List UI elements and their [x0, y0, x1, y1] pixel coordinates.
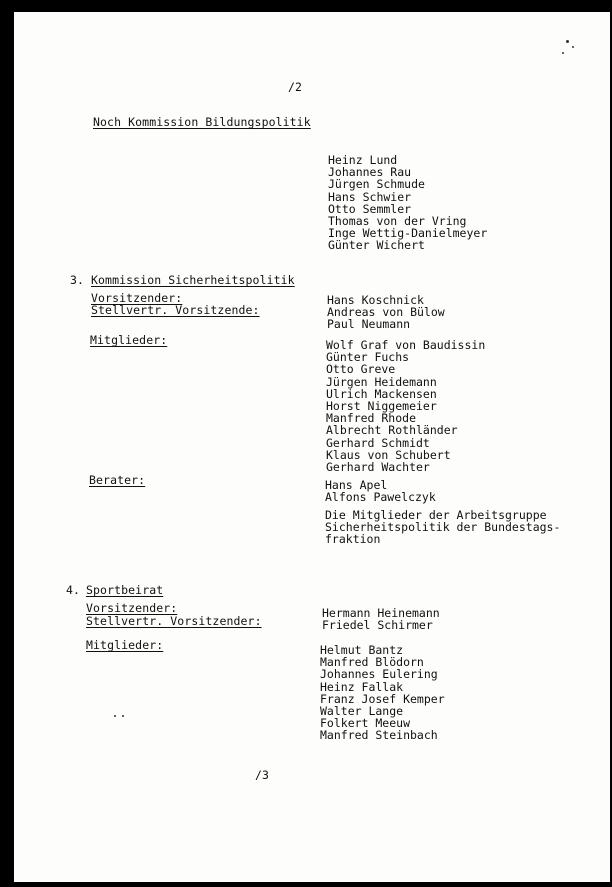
list-item: Gerhard Schmidt: [326, 435, 430, 450]
list-item: Andreas von Bülow: [327, 305, 445, 320]
list-item: Helmut Bantz: [320, 643, 404, 657]
section3-title: Kommission Sicherheitspolitik: [91, 273, 295, 287]
list-item: Heinz Fallak: [320, 679, 404, 694]
list-item: Hans Schwier: [328, 189, 412, 204]
section3-chairs-list: [327, 294, 445, 331]
page-marker-bottom: /3: [255, 768, 270, 782]
list-item: Walter Lange: [320, 704, 404, 719]
list-item: Otto Semmler: [328, 201, 412, 216]
scan-speck: [122, 715, 124, 717]
list-item: Manfred Rhode: [326, 411, 417, 426]
list-item: Jürgen Schmude: [328, 177, 425, 192]
section3-vice-label: Stellvertr. Vorsitzende:: [91, 303, 260, 317]
list-item: Horst Niggemeier: [326, 399, 437, 414]
list-item: Manfred Steinbach: [320, 728, 438, 743]
section4-members-list: [320, 644, 445, 742]
list-item: Jürgen Heidemann: [326, 374, 437, 389]
section3-members-label: Mitglieder:: [90, 333, 168, 347]
section4-vice-label: Stellvertr. Vorsitzender:: [86, 614, 262, 628]
list-item: Gerhard Wachter: [326, 460, 430, 475]
scan-speck: [566, 40, 569, 43]
page-marker-top: /2: [288, 80, 303, 94]
section4-number: 4.: [66, 583, 81, 597]
list-item: Otto Greve: [326, 362, 396, 377]
section3-number: 3.: [70, 273, 85, 287]
list-item: Johannes Rau: [328, 165, 412, 180]
scan-speck: [114, 715, 116, 717]
list-item: Paul Neumann: [327, 317, 411, 332]
list-item: Günter Wichert: [328, 238, 425, 253]
list-item: Heinz Lund: [328, 153, 398, 167]
note-line: fraktion: [325, 532, 381, 547]
list-item: Inge Wettig-Danielmeyer: [328, 226, 488, 241]
list-item: Klaus von Schubert: [326, 447, 451, 462]
list-item: Franz Josef Kemper: [320, 691, 445, 706]
section4-chairs-list: [322, 607, 440, 631]
scan-speck: [572, 46, 574, 48]
list-item: Friedel Schirmer: [322, 618, 433, 633]
scan-speck: [562, 52, 564, 54]
note-line: Sicherheitspolitik der Bundestags-: [325, 520, 561, 535]
list-item: Thomas von der Vring: [328, 214, 467, 229]
continuation-title: Noch Kommission Bildungspolitik: [93, 115, 311, 129]
section4-title: Sportbeirat: [86, 583, 164, 597]
section4-members-label: Mitglieder:: [86, 638, 164, 652]
list-item: Wolf Graf von Baudissin: [326, 338, 486, 352]
list-item: Hermann Heinemann: [322, 606, 440, 620]
section3-advisors-list: [325, 479, 436, 503]
list-item: Günter Fuchs: [326, 350, 410, 365]
list-item: Hans Apel: [325, 478, 388, 492]
list-item: Johannes Eulering: [320, 667, 438, 682]
note-line: Die Mitglieder der Arbeitsgruppe: [325, 508, 547, 522]
section3-chair-label: Vorsitzender:: [91, 291, 183, 305]
list-item: Ulrich Mackensen: [326, 386, 437, 401]
continuation-members-list: [328, 154, 487, 252]
list-item: Alfons Pawelczyk: [325, 490, 436, 505]
list-item: Albrecht Rothländer: [326, 423, 458, 438]
document-page: [14, 12, 610, 882]
section3-members-list: [326, 339, 485, 473]
section3-advisors-label: Berater:: [89, 473, 146, 487]
list-item: Manfred Blödorn: [320, 655, 424, 670]
section4-chair-label: Vorsitzender:: [86, 601, 178, 615]
section3-advisors-note: [325, 509, 560, 546]
list-item: Hans Koschnick: [327, 293, 424, 307]
list-item: Folkert Meeuw: [320, 716, 411, 731]
